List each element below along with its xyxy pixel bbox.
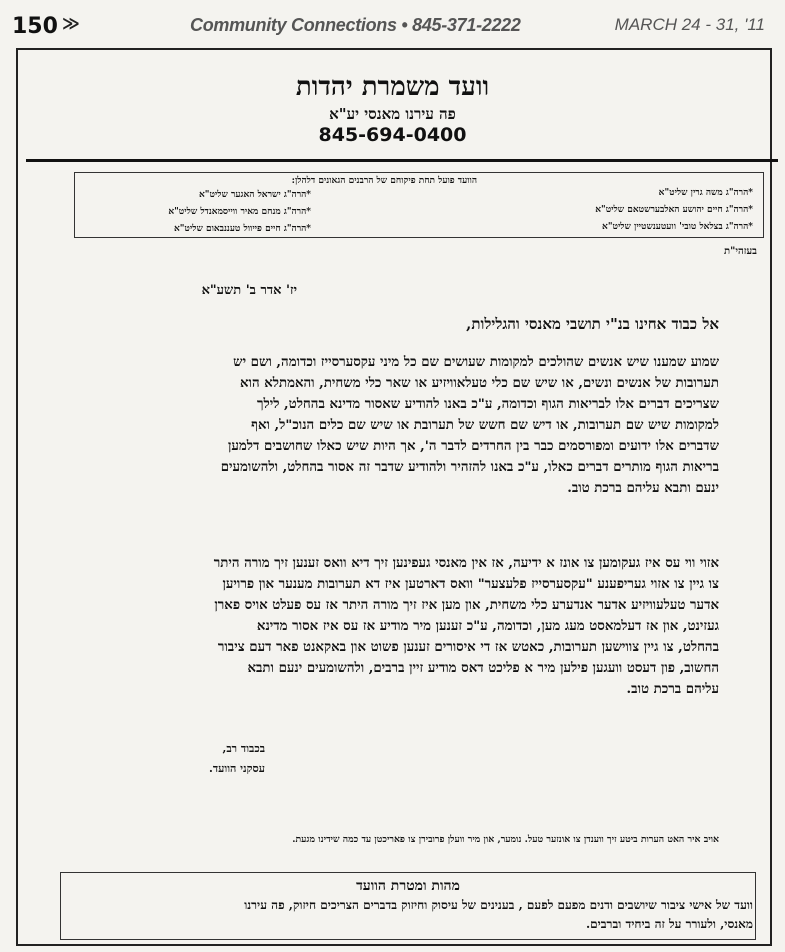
- footnote: אויב איר האט הערות ביטע זיך ווענדן צו אונזער טעל. נומער, און מיר וועלן פרובירן צו פאריכטן עד כמה שידינו מגעת.: [292, 834, 719, 845]
- rabbi-right-3: *הרה"ג בצלאל טובי' וועטענשטיין שליט"א: [602, 222, 753, 232]
- paragraph-1: [69, 352, 719, 499]
- letter-date: יז' אדר ב' תשע"א: [201, 283, 297, 298]
- ornament-icon: ≫: [62, 14, 80, 34]
- paragraph-2: [69, 553, 719, 700]
- rabbi-left-1: *הרה"ג ישראל האגער שליט"א: [199, 190, 311, 200]
- publication-title: Community Connections • 845-371-2222: [190, 15, 521, 35]
- org-name: וועד משמרת יהדות: [295, 72, 490, 102]
- p1-line: שצריכים דברים אלו לבריאות הגוף וכדומה, ע"כ באנו להודיע שאסור מדינא בהחלט, לילך: [256, 397, 719, 412]
- p2-line: עליהם ברכת טוב.: [626, 682, 719, 697]
- bsd-mark: בעזהי"ת: [724, 246, 757, 257]
- p2-line: אזוי ווי עס איז געקומען צו אונז א ידיעה, אז אין מאנסי געפינען זיך דיא וואס זענען זיך מורה היתר: [213, 556, 719, 571]
- p2-line: געזינט, און אז דעלמאסט מעג מען, וכדומה, ע"כ זענען מיר מודיע אז עס איז אסור מדינא: [256, 619, 719, 634]
- org-subtitle: פה עירנו מאנסי יע"א: [329, 105, 456, 123]
- rabbis-heading: הוועד פועל תחת פיקוחם של הרבנים הגאונים דלהלן:: [291, 176, 477, 186]
- page-number: 150: [12, 14, 58, 39]
- p2-line: אדער טעלעוויזיע אדער אנדערע כלי משחית, און מען איז זיך מורה היתר אז עס פעלט אויס פארן: [214, 598, 719, 613]
- p2-line: צו גיין צו אזוי געריפענע "עקסערסייז פלעצער" וואס דארטען איז דא תערובות מענער און פרויען: [222, 577, 719, 592]
- p1-line: בריאות הגוף מותרים דברים כאלו, ע"כ באנו להזהיר ולהודיע שדבר זה אסור בהחלט, ולהשומעים: [220, 460, 719, 475]
- p2-line: החשוב, פון דעסט וועגען פילען מיר א פליכט דאס מודיע זיין ברבים, ולהשומעים ינעם ותבא: [247, 661, 719, 676]
- mission-title: מהות ומטרת הוועד: [356, 878, 460, 894]
- salutation: אל כבוד אחינו בנ"י תושבי מאנסי והגלילות,: [466, 315, 719, 333]
- rabbi-right-2: *הרה"ג חיים יהושע האלבערשטאם שליט"א: [595, 205, 753, 215]
- p1-line: שדברים אלו ידועים ומפורסמים כבר בין החרדים לדבר ה', אך היות שיש כאלו שחושבים דלמען: [227, 439, 719, 454]
- p2-line: בהחלט, צו גיין צווישען תערובות, כאטש אז די איסורים זענען פשוט און באקאנט פאר דעם ציבור: [217, 640, 719, 655]
- closing: בכבוד רב,: [222, 742, 265, 755]
- p1-line: שמוע שמענו שיש אנשים שהולכים למקומות שעושים שם כל מיני עקסערסייז וכדומה, ושם יש: [233, 355, 719, 370]
- issue-date: MARCH 24 - 31, '11: [614, 15, 765, 34]
- divider: [26, 159, 778, 162]
- p1-line: תערובות של אנשים ונשים, או שיש שם כלי טעלאוויזיע או שאר כלי משחית, והאמתלא הוא: [240, 376, 719, 391]
- signature: עסקני הוועד.: [209, 762, 265, 775]
- mission-line-1: וועד של אישי ציבור שיושבים ודנים מפעם לפעם , בענינים של עיסוק וחיזוק בדברים הצריכים חיזוק, פה עירנו: [244, 898, 753, 912]
- rabbi-right-1: *הרה"ג משה גרין שליט"א: [658, 188, 753, 198]
- p1-line: ינעם ותבא עליהם ברכת טוב.: [567, 481, 719, 496]
- org-phone: 845-694-0400: [318, 124, 467, 146]
- p1-line: למקומות שיש שם תערובות, או דיש שם חשש של תערובת או שיש שם כלים הנוכ"ל, ואף: [251, 418, 719, 433]
- rabbi-left-3: *הרה"ג חיים פייוול טעננבאום שליט"א: [173, 224, 311, 234]
- rabbi-left-2: *הרה"ג מנחם מאיר ווייסמאנדל שליט"א: [168, 207, 311, 217]
- mission-line-2: מאנסי, ולעורר על זה ביחיד וברבים.: [585, 917, 753, 931]
